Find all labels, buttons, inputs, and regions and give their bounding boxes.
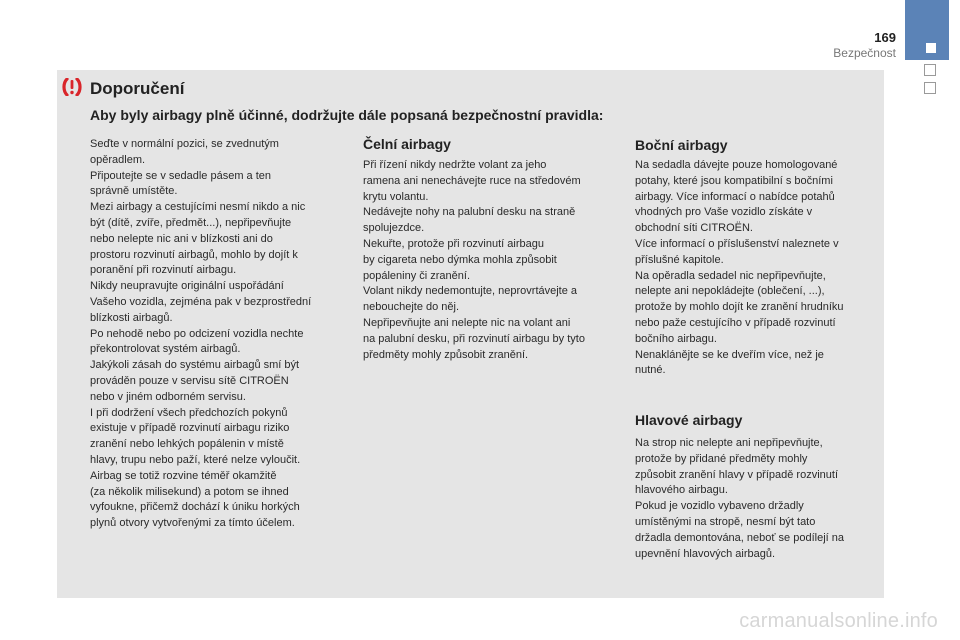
head-airbags-heading: Hlavové airbagy	[635, 412, 743, 428]
chapter-tab-square-icon	[926, 43, 936, 53]
panel-title: Doporučení	[90, 79, 185, 98]
watermark: carmanualsonline.info	[739, 610, 938, 632]
chapter-tab	[905, 0, 949, 60]
page-thumbnail-1-icon	[924, 64, 936, 76]
side-airbags-heading: Boční airbagy	[635, 137, 728, 153]
side-airbags-text: Na sedadla dávejte pouze homologované potahy, které jsou kompatibilní s bočními airbagy. Více informací o nabídce potahů vhodných pro Vaše vozidlo získáte v obchodní síti CITROËN. Více informací o příslušenství naleznete v příslušné kapitole. Na opěradla sedadel nic nepřipevňujte, nelepte ani nepokládejte (oblečení, ...), protože by mohlo dojít ke zranění hrudníku nebo paže cestujícího v případě rozvinutí bočního airbagu. Nenaklánějte se ke dveřím více, než je nutné.	[635, 159, 844, 377]
section-title: Bezpečnost	[833, 46, 896, 60]
general-safety-text: Seďte v normální pozici, se zvednutým opěradlem. Připoutejte se v sedadle pásem a ten správně umístěte. Mezi airbagy a cestujícími nesmí nikdo a nic být (dítě, zvíře, předmět...), nepřipevňujte nebo nelepte nic ani v blízkosti ani do prostoru rozvinutí airbagů, mohlo by dojít k poranění při rozvinutí airbagu. Nikdy neupravujte originální uspořádání Vašeho vozidla, zejména pak v bezprostřední blízkosti airbagů. Po nehodě nebo po odcizení vozidla nechte překontrolovat systém airbagů. Jakýkoli zásah do systému airbagů smí být prováděn pouze v servisu sítě CITROËN nebo v jiném odborném servisu. I při dodržení všech předchozích pokynů existuje v případě rozvinutí airbagu riziko zranění nebo lehkých popálenin v místě hlavy, trupu nebo paží, které nelze vyloučit. Airbag se totiž rozvine téměř okamžitě (za několik milisekund) a potom se ihned vyfoukne, přičemž dochází k úniku horkých plynů otvory vytvořenými za tímto účelem.	[90, 138, 312, 530]
exclamation-warning-icon	[62, 78, 82, 96]
page-thumbnail-2-icon	[924, 82, 936, 94]
page-number: 169	[874, 30, 896, 45]
front-airbags-text: Při řízení nikdy nedržte volant za jeho ramena ani nenechávejte ruce na středovém krytu volantu. Nedávejte nohy na palubní desku na straně spolujezdce. Nekuřte, protože při rozvinutí airbagu by cigareta nebo dýmka mohla způsobit popáleniny či zranění. Volant nikdy nedemontujte, neprovrtávejte a neboucheјte do něj. Nepřipevňujte ani nelepte nic na volant ani na palubní desku, při rozvinutí airbagu by tyto předměty mohly způsobit zranění.	[363, 159, 585, 361]
front-airbags-heading: Čelní airbagy	[363, 136, 451, 152]
panel-subtitle: Aby byly airbagy plně účinné, dodržujte dále popsaná bezpečnostní pravidla:	[90, 107, 604, 123]
head-airbags-text: Na strop nic nelepte ani nepřipevňujte, protože by přidané předměty mohly způsobit zranění hlavy v případě rozvinutí hlavového airbagu. Pokud je vozidlo vybaveno držadly umístěnými na stropě, nesmí být tato držadla demontována, neboť se podílejí na upevnění hlavových airbagů.	[635, 437, 844, 560]
